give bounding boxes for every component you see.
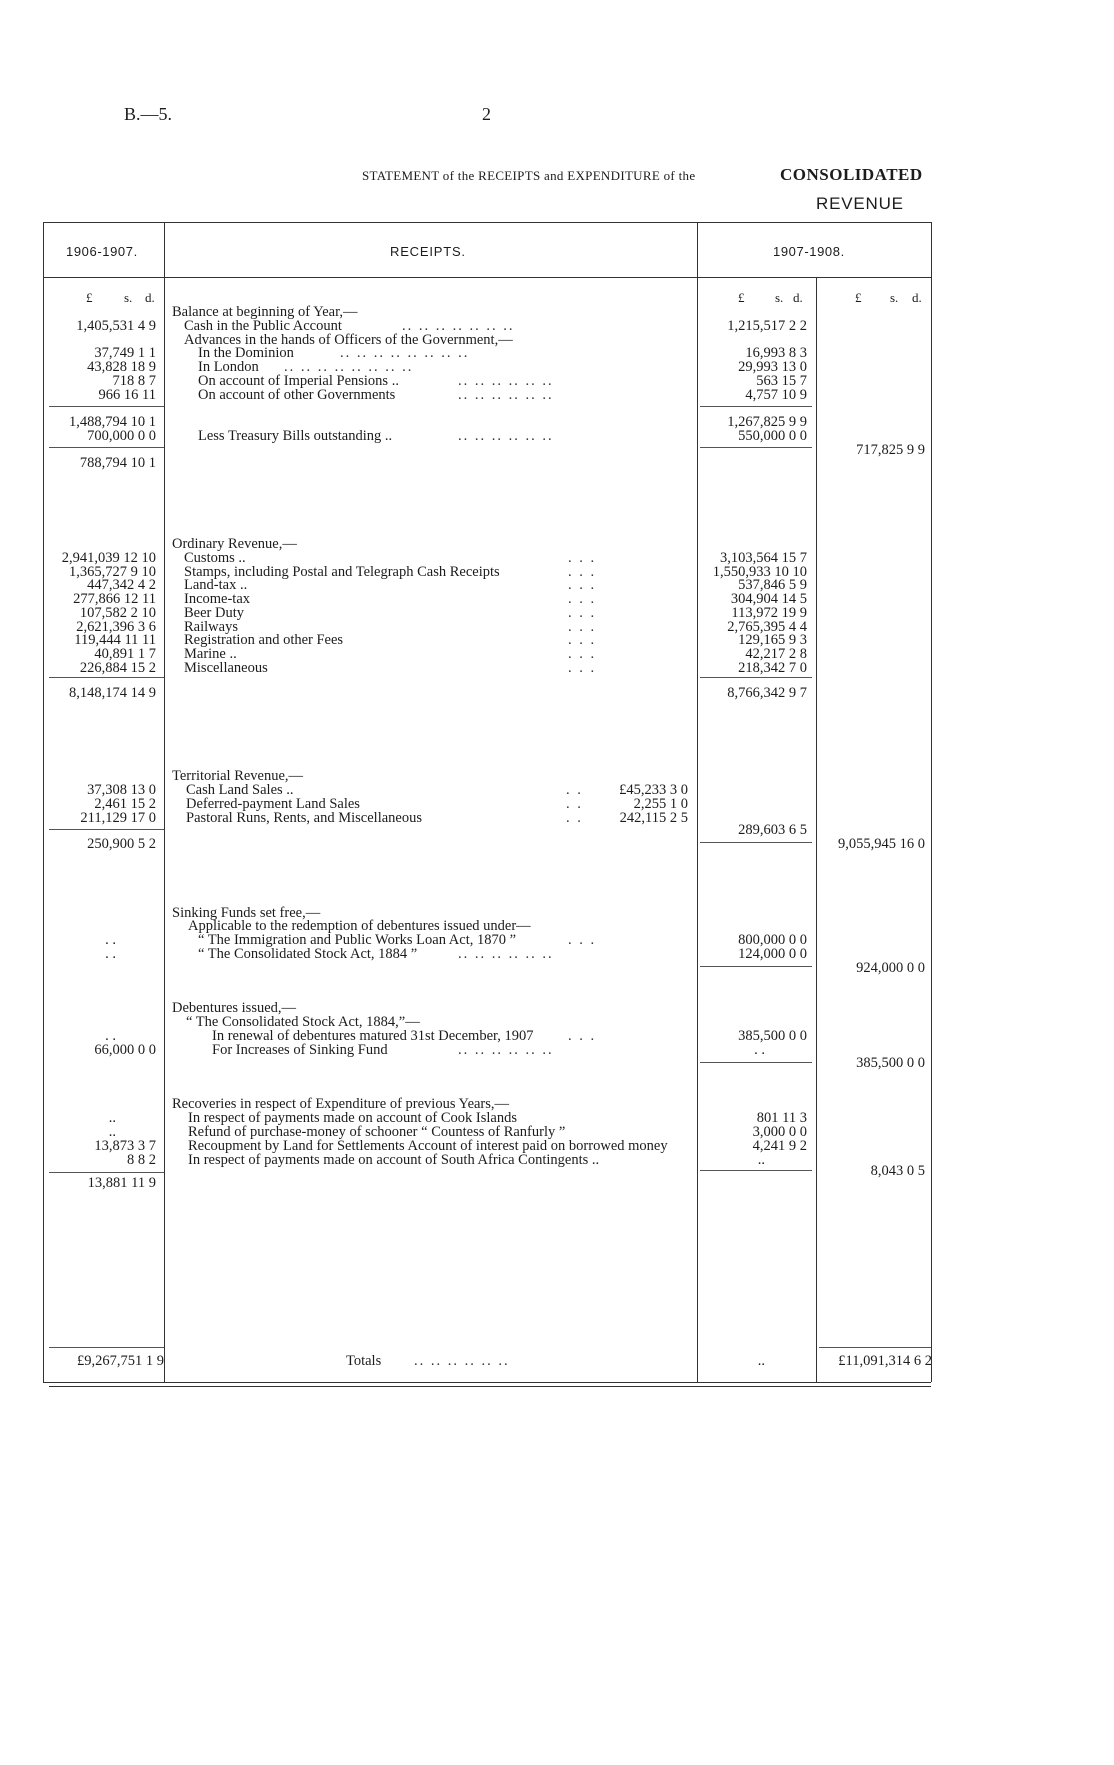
recoveries-total: 8,043 0 5 — [870, 1163, 925, 1179]
cur-debentures-renewal: 385,500 0 0 — [738, 1028, 807, 1044]
prev-ordinary-total: 8,148,174 14 9 — [69, 685, 156, 701]
debentures-heading: Debentures issued,— — [172, 1000, 297, 1016]
prev-balance-net: 788,794 10 1 — [79, 455, 156, 471]
recoveries-item-label: In respect of payments made on account of Cook Islands — [188, 1110, 517, 1126]
sinking-sub: Applicable to the redemption of debentures issued under— — [188, 918, 531, 934]
cur-ordinary-item: 3,103,564 15 7 — [720, 550, 807, 566]
table-bottom-rule-double — [49, 1386, 931, 1387]
cur-recoveries-rule — [700, 1170, 812, 1171]
grand-totals-rule — [819, 1347, 931, 1348]
balance-advances-label: Advances in the hands of Officers of the Government,— — [184, 332, 513, 348]
territorial-heading: Territorial Revenue,— — [172, 768, 304, 784]
prev-recoveries-item: .. — [108, 1110, 116, 1126]
balance-cash-label: Cash in the Public Account — [184, 318, 342, 334]
debentures-renewal: In renewal of debentures matured 31st December, 1907 — [212, 1028, 534, 1044]
ordinary-item-leader: . . . — [568, 577, 597, 594]
prev-balance-subtotal: 1,488,794 10 1 — [69, 414, 156, 430]
sinking-1870-leader: . . . — [568, 932, 597, 948]
col-divider-3 — [816, 277, 817, 1382]
recoveries-item-label: Refund of purchase-money of schooner “ Countess of Ranfurly ” — [188, 1124, 566, 1140]
prev-balance-london: 43,828 18 9 — [87, 359, 156, 375]
ordinary-item-leader: . . . — [568, 550, 597, 566]
balance-less-bills-leader: .. .. .. .. .. .. — [458, 428, 554, 444]
ordinary-item-label: Land-tax .. — [184, 577, 248, 594]
unit-pound-total: £ — [855, 290, 862, 305]
cur-balance-dominion: 16,993 8 3 — [745, 345, 807, 361]
ordinary-item-leader: . . . — [568, 563, 597, 580]
prev-debentures-renewal: . . — [105, 1028, 116, 1044]
sinking-heading: Sinking Funds set free,— — [172, 905, 321, 921]
balance-other-govts-label: On account of other Governments — [198, 387, 396, 403]
prev-debentures-increases: 66,000 0 0 — [94, 1042, 156, 1058]
unit-s-total: s. — [890, 290, 899, 305]
statement-title-prefix: STATEMENT of the RECEIPTS and EXPENDITURE of the — [362, 168, 696, 183]
cur-recoveries-item: 801 11 3 — [756, 1110, 807, 1126]
ordinary-item-label: Railways — [184, 618, 238, 635]
prev-territorial-item: 2,461 15 2 — [94, 796, 156, 812]
ordinary-item-leader: . . . — [568, 591, 597, 608]
unit-s-prev: s. — [124, 290, 133, 305]
cur-balance-cash: 1,215,517 2 2 — [727, 318, 807, 334]
totals-label: Totals — [346, 1353, 382, 1369]
cur-recoveries-item: 3,000 0 0 — [752, 1124, 807, 1140]
cur-balance-net-rule — [700, 447, 812, 448]
territorial-item-leader: . . — [566, 796, 583, 812]
unit-pound-prev: £ — [86, 290, 93, 305]
territorial-inner-item: £45,233 3 0 — [619, 782, 688, 798]
balance-dominion-leader: .. .. .. .. .. .. .. .. — [340, 345, 470, 361]
col-header-prev-year: 1906-1907. — [66, 244, 138, 259]
prev-territorial-item: 37,308 13 0 — [87, 782, 156, 798]
balance-dominion-label: In the Dominion — [198, 345, 294, 361]
ordinary-item-label: Income-tax — [184, 591, 251, 608]
prev-totals: £9,267,751 1 9 — [77, 1353, 164, 1369]
cur-ordinary-item: 2,765,395 4 4 — [727, 618, 807, 635]
prev-ordinary-item: 1,365,727 9 10 — [69, 563, 156, 580]
cur-balance-imperial: 563 15 7 — [756, 373, 807, 389]
ordinary-item-leader: . . . — [568, 604, 597, 621]
cur-debentures-rule — [700, 1062, 812, 1063]
prev-balance-imperial: 718 8 7 — [112, 373, 156, 389]
unit-s-cur: s. — [775, 290, 784, 305]
prev-balance-less-bills: 700,000 0 0 — [87, 428, 156, 444]
prev-ordinary-item: 2,941,039 12 10 — [61, 550, 156, 566]
statement-title-line2: REVENUE — [816, 194, 904, 213]
ordinary-item-leader: . . . — [568, 645, 597, 662]
prev-ordinary-item: 277,866 12 11 — [73, 591, 156, 608]
cur-ordinary-item: 42,217 2 8 — [745, 645, 807, 662]
cur-ordinary-rule — [700, 677, 812, 678]
territorial-item-leader: . . — [566, 782, 583, 798]
page-number: 2 — [482, 104, 491, 124]
cur-ordinary-item: 218,342 7 0 — [738, 659, 807, 676]
balance-cash-leader: .. .. .. .. .. .. .. — [402, 318, 515, 334]
balance-other-govts-leader: .. .. .. .. .. .. — [458, 387, 554, 403]
document-ref: B.—5. — [124, 104, 173, 124]
prev-sinking-1884: . . — [105, 946, 116, 962]
prev-ordinary-item: 226,884 15 2 — [79, 659, 156, 676]
cur-ordinary-item: 1,550,933 10 10 — [712, 563, 807, 580]
cur-sinking-rule — [700, 966, 812, 967]
debentures-increases: For Increases of Sinking Fund — [212, 1042, 388, 1058]
ordinary-item-label: Beer Duty — [184, 604, 244, 621]
header-bottom-rule — [43, 277, 931, 278]
table-left-border — [43, 222, 44, 1382]
territorial-inner-item: 242,115 2 5 — [619, 810, 688, 826]
sinking-total: 924,000 0 0 — [856, 960, 925, 976]
cur-recoveries-item: 4,241 9 2 — [752, 1138, 807, 1154]
recoveries-heading: Recoveries in respect of Expenditure of previous Years,— — [172, 1096, 510, 1112]
col-header-receipts: RECEIPTS. — [390, 244, 466, 259]
ordinary-item-leader: . . . — [568, 618, 597, 635]
cur-balance-london: 29,993 13 0 — [738, 359, 807, 375]
territorial-inner-item: 2,255 1 0 — [633, 796, 688, 812]
territorial-item-label: Pastoral Runs, Rents, and Miscellaneous — [186, 810, 423, 826]
table-right-border — [931, 222, 932, 1382]
prev-balance-net-rule — [49, 447, 164, 448]
unit-pound-cur: £ — [738, 290, 745, 305]
debentures-total: 385,500 0 0 — [856, 1055, 925, 1071]
ordinary-item-label: Miscellaneous — [184, 659, 268, 676]
prev-territorial-item: 211,129 17 0 — [80, 810, 156, 826]
prev-totals-rule — [49, 1347, 164, 1348]
prev-ordinary-item: 447,342 4 2 — [87, 577, 156, 594]
col-divider-1 — [164, 222, 165, 1382]
territorial-item-leader: . . — [566, 810, 583, 826]
ordinary-item-leader: . . . — [568, 659, 597, 676]
cur-recoveries-item: .. — [757, 1152, 765, 1168]
recoveries-item-label: In respect of payments made on account of South Africa Contingents .. — [188, 1152, 600, 1168]
statement-title-bold: CONSOLIDATED — [780, 165, 923, 184]
balance-imperial-leader: .. .. .. .. .. .. — [458, 373, 554, 389]
prev-recoveries-total: 13,881 11 9 — [87, 1175, 156, 1191]
territorial-item-label: Cash Land Sales .. — [186, 782, 294, 798]
territorial-item-label: Deferred-payment Land Sales — [186, 796, 360, 812]
cur-debentures-increases: . . — [754, 1042, 765, 1058]
prev-ordinary-item: 2,621,396 3 6 — [76, 618, 156, 635]
totals-leader: .. .. .. .. .. .. — [414, 1353, 510, 1369]
prev-recoveries-item: 13,873 3 7 — [94, 1138, 156, 1154]
prev-territorial-rule — [49, 829, 164, 830]
prev-recoveries-item: .. — [108, 1124, 116, 1140]
prev-balance-rule — [49, 406, 164, 407]
territorial-grand: 9,055,945 16 0 — [838, 836, 925, 852]
prev-ordinary-item: 40,891 1 7 — [94, 645, 156, 662]
cur-ordinary-item: 304,904 14 5 — [730, 591, 807, 608]
cur-territorial-rule — [700, 842, 812, 843]
balance-london-leader: .. .. .. .. .. .. .. .. — [284, 359, 414, 375]
grand-totals: £11,091,314 6 2 — [838, 1353, 932, 1369]
prev-territorial-total: 250,900 5 2 — [87, 836, 156, 852]
cur-ordinary-item: 129,165 9 3 — [738, 632, 807, 649]
cur-ordinary-item: 537,846 5 9 — [738, 577, 807, 594]
cur-territorial-total: 289,603 6 5 — [738, 822, 807, 838]
cur-totals: .. — [757, 1353, 765, 1369]
prev-balance-other-govts: 966 16 11 — [98, 387, 156, 403]
col-header-cur-year: 1907-1908. — [773, 244, 845, 259]
ordinary-item-label: Customs .. — [184, 550, 246, 566]
ordinary-heading: Ordinary Revenue,— — [172, 536, 297, 552]
prev-ordinary-item: 107,582 2 10 — [79, 604, 156, 621]
prev-sinking-1870: . . — [105, 932, 116, 948]
col-divider-2 — [697, 222, 698, 1382]
cur-ordinary-total: 8,766,342 9 7 — [727, 685, 807, 701]
cur-balance-rule — [700, 406, 812, 407]
prev-ordinary-rule — [49, 677, 164, 678]
unit-d-cur: d. — [793, 290, 803, 305]
unit-d-prev: d. — [145, 290, 155, 305]
balance-london-label: In London — [198, 359, 259, 375]
recoveries-item-label: Recoupment by Land for Settlements Account of interest paid on borrowed money — [188, 1138, 668, 1154]
table-top-rule — [43, 222, 931, 223]
prev-ordinary-item: 119,444 11 11 — [74, 632, 156, 649]
ordinary-item-label: Marine .. — [184, 645, 237, 662]
balance-heading: Balance at beginning of Year,— — [172, 304, 358, 320]
cur-balance-less-bills: 550,000 0 0 — [738, 428, 807, 444]
ordinary-item-label: Registration and other Fees — [184, 632, 344, 649]
prev-recoveries-item: 8 8 2 — [127, 1152, 156, 1168]
cur-ordinary-item: 113,972 19 9 — [731, 604, 807, 621]
debentures-sub: “ The Consolidated Stock Act, 1884,”— — [186, 1014, 420, 1030]
sinking-1884-leader: .. .. .. .. .. .. — [458, 946, 554, 962]
cur-sinking-1870: 800,000 0 0 — [738, 932, 807, 948]
prev-recoveries-rule — [49, 1172, 164, 1173]
ordinary-item-leader: . . . — [568, 632, 597, 649]
debentures-increases-leader: .. .. .. .. .. .. — [458, 1042, 554, 1058]
sinking-act-1884: “ The Consolidated Stock Act, 1884 ” — [198, 946, 418, 962]
sinking-act-1870: “ The Immigration and Public Works Loan Act, 1870 ” — [198, 932, 517, 948]
cur-sinking-1884: 124,000 0 0 — [738, 946, 807, 962]
prev-balance-dominion: 37,749 1 1 — [94, 345, 156, 361]
unit-d-total: d. — [912, 290, 922, 305]
balance-imperial-label: On account of Imperial Pensions .. — [198, 373, 399, 389]
prev-balance-cash: 1,405,531 4 9 — [76, 318, 156, 334]
cur-balance-subtotal: 1,267,825 9 9 — [727, 414, 807, 430]
ordinary-item-label: Stamps, including Postal and Telegraph Cash Receipts — [184, 563, 500, 580]
debentures-renewal-leader: . . . — [568, 1028, 597, 1044]
balance-less-bills-label: Less Treasury Bills outstanding .. — [198, 428, 393, 444]
table-bottom-rule — [43, 1382, 931, 1383]
cur-balance-other-govts: 4,757 10 9 — [745, 387, 807, 403]
balance-total: 717,825 9 9 — [856, 442, 925, 458]
